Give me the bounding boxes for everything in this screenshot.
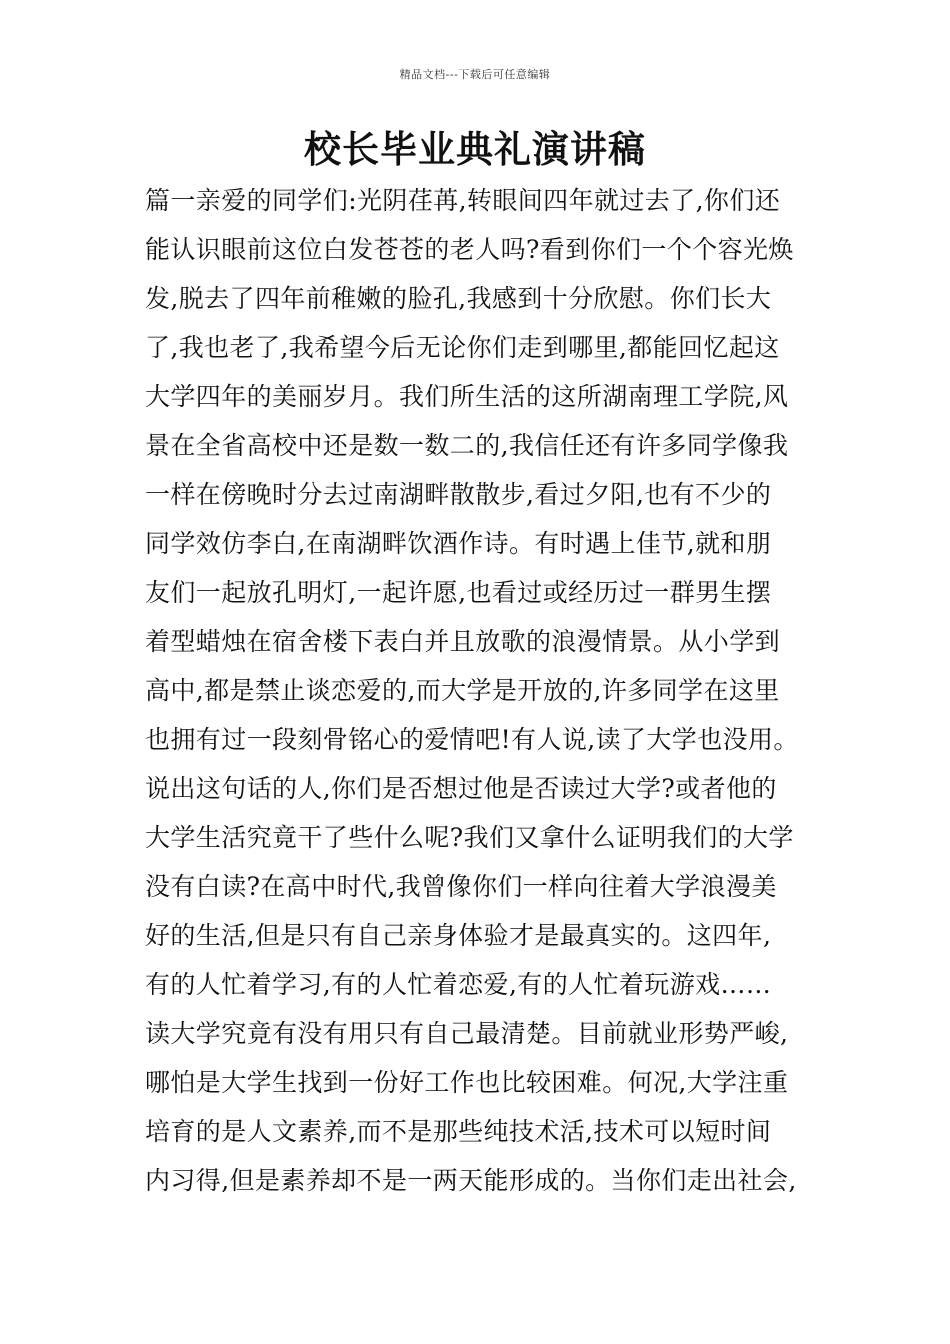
page-title: 校长毕业典礼演讲稿 (304, 128, 646, 171)
header-note: 精品文档---下载后可任意编辑 (399, 68, 551, 81)
body-line: 大学四年的美丽岁月。我们所生活的这所湖南理工学院,风 (145, 382, 789, 411)
body-line: 着型蜡烛在宿舍楼下表白并且放歌的浪漫情景。从小学到 (145, 627, 781, 656)
body-line: 景在全省高校中还是数一数二的,我信任还有许多同学像我 (145, 431, 789, 460)
body-line: 高中,都是禁止谈恋爱的,而大学是开放的,许多同学在这里 (145, 676, 780, 705)
body-line: 没有白读?在高中时代,我曾像你们一样向往着大学浪漫美 (145, 872, 777, 901)
body-line: 也拥有过一段刻骨铭心的爱情吧!有人说,读了大学也没用。 (145, 725, 799, 754)
body-line: 能认识眼前这位白发苍苍的老人吗?看到你们一个个容光焕 (145, 235, 794, 264)
body-line: 说出这句话的人,你们是否想过他是否读过大学?或者他的 (145, 774, 777, 803)
body-line: 读大学究竟有没有用只有自己最清楚。目前就业形势严峻, (145, 1019, 789, 1048)
body-line: 好的生活,但是只有自己亲身体验才是最真实的。这四年, (145, 921, 772, 950)
body-line: 培育的是人文素养,而不是那些纯技术活,技术可以短时间 (145, 1117, 772, 1146)
body-line: 哪怕是大学生找到一份好工作也比较困难。何况,大学注重 (145, 1068, 789, 1097)
body-line: 友们一起放孔明灯,一起许愿,也看过或经历过一群男生摆 (145, 578, 772, 607)
body-line: 了,我也老了,我希望今后无论你们走到哪里,都能回忆起这 (145, 333, 780, 362)
body-line: 同学效仿李白,在南湖畔饮酒作诗。有时遇上佳节,就和朋 (145, 529, 772, 558)
body-text (145, 176, 825, 1205)
body-line: 发,脱去了四年前稚嫩的脸孔,我感到十分欣慰。你们长大 (145, 284, 772, 313)
body-line: 内习得,但是素养却不是一两天能形成的。当你们走出社会, (145, 1166, 797, 1195)
body-line: 一样在傍晚时分去过南湖畔散散步,看过夕阳,也有不少的 (145, 480, 772, 509)
body-line: 有的人忙着学习,有的人忙着恋爱,有的人忙着玩游戏…… (145, 970, 772, 999)
body-line: 大学生活究竟干了些什么呢?我们又拿什么证明我们的大学 (145, 823, 794, 852)
body-line: 篇一亲爱的同学们:光阴荏苒,转眼间四年就过去了,你们还 (145, 186, 781, 215)
